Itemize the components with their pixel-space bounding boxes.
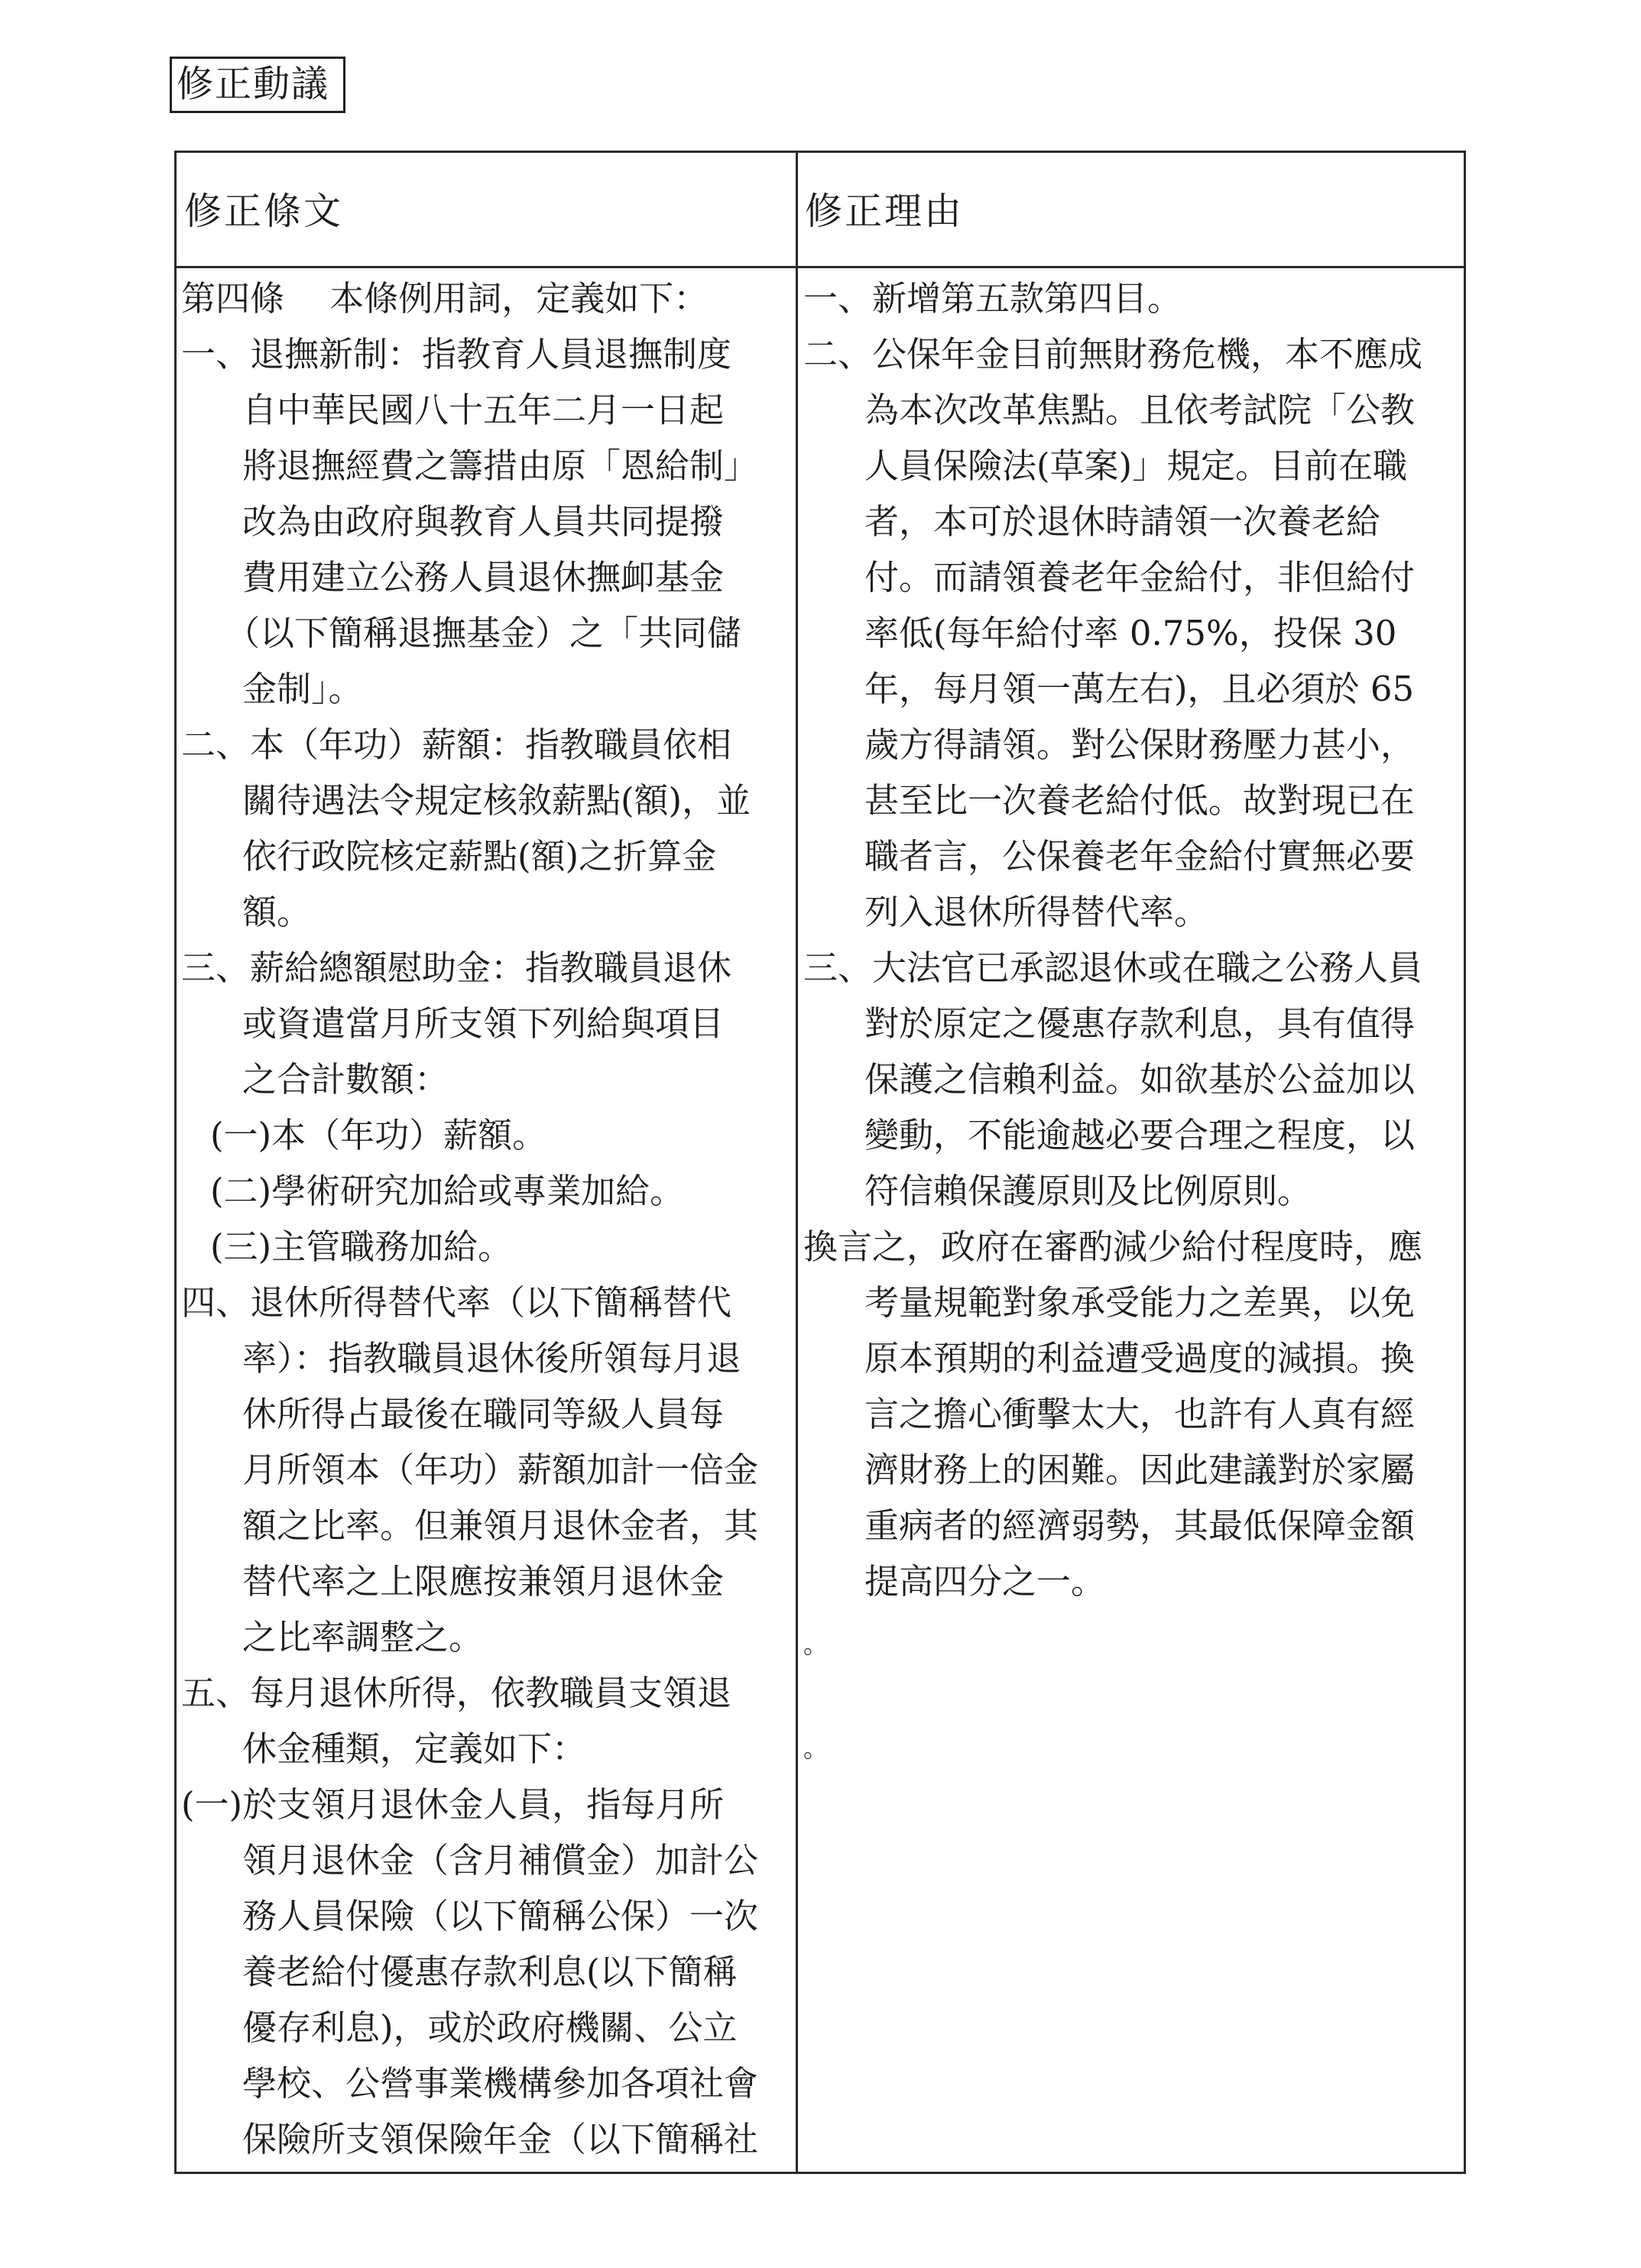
motion-label: 修正動議: [177, 63, 330, 105]
article-line: 領月退休金（含月補償金）加計公: [242, 1840, 759, 1881]
article-line: 一、退撫新制：指教育人員退撫制度: [181, 334, 732, 374]
article-line: 保險所支領保險年金（以下簡稱社: [242, 2119, 759, 2159]
motion-label-box: [170, 57, 345, 113]
article-line: 將退撫經費之籌措由原「恩給制」: [242, 446, 759, 486]
reason-line: 一、新增第五款第四目。: [803, 278, 1182, 319]
header-amendment-reasons: 修正理由: [805, 190, 965, 233]
article-line: 之比率調整之。: [242, 1617, 484, 1657]
amendment-reasons-column: [803, 271, 1461, 1777]
article-line: 金制」。: [242, 669, 363, 709]
reason-line: 率低(每年給付率 0.75%，投保 30: [864, 613, 1397, 653]
reason-line: 者，本可於退休時請領一次養老給: [864, 501, 1381, 542]
reason-line: 對於原定之優惠存款利息，具有值得: [864, 1003, 1416, 1044]
reason-line: 二、公保年金目前無財務危機，本不應成: [803, 334, 1423, 374]
article-line: 四、退休所得替代率（以下簡稱替代: [181, 1282, 732, 1323]
article-line: 或資遣當月所支領下列給與項目: [242, 1003, 725, 1044]
reason-line: 考量規範對象承受能力之差異，以免: [864, 1282, 1416, 1323]
stray-mark: 。: [803, 1630, 829, 1659]
article-line: 費用建立公務人員退休撫卹基金: [242, 557, 725, 598]
header-amended-articles: 修正條文: [184, 190, 344, 233]
article-line: 優存利息)，或於政府機關、公立: [242, 2007, 738, 2048]
article-line: 額。: [242, 892, 312, 932]
article-line: 務人員保險（以下簡稱公保）一次: [242, 1896, 759, 1936]
reason-line: 歲方得請領。對公保財務壓力甚小，: [864, 724, 1416, 765]
article-line: 三、薪給總額慰助金：指教職員退休: [181, 948, 732, 988]
article-line: (一)於支領月退休金人員，指每月所: [181, 1784, 725, 1825]
article-line: 關待遇法令規定核敘薪點(額)，並: [242, 780, 751, 821]
article-line: （以下簡稱退撫基金）之「共同儲: [225, 613, 742, 653]
header-divider: [177, 266, 1464, 268]
article-line: 額之比率。但兼領月退休金者，其: [242, 1505, 759, 1546]
reason-line: 列入退休所得替代率。: [864, 892, 1209, 932]
article-line: 之合計數額：: [242, 1059, 449, 1100]
reason-line: 言之擔心衝擊太大，也許有人真有經: [864, 1394, 1416, 1434]
reason-line: 提高四分之一。: [864, 1561, 1106, 1602]
stray-mark: 。: [803, 1734, 829, 1763]
article-line: 休所得占最後在職同等級人員每: [242, 1394, 725, 1434]
reason-line: 保護之信賴利益。如欲基於公益加以: [864, 1059, 1416, 1100]
article-line: 養老給付優惠存款利息(以下簡稱: [242, 1952, 738, 1992]
reason-line: 職者言，公保養老年金給付實無必要: [864, 836, 1416, 876]
article-line: (一)本（年功）薪額。: [210, 1115, 547, 1155]
article-line: 改為由政府與教育人員共同提撥: [242, 501, 725, 542]
article-line: 依行政院核定薪點(額)之折算金: [242, 836, 717, 876]
reason-line: 為本次改革焦點。且依考試院「公教: [864, 390, 1416, 430]
article-line: (二)學術研究加給或專業加給。: [210, 1171, 685, 1211]
reason-line: 符信賴保護原則及比例原則。: [864, 1171, 1312, 1211]
reason-line: 變動，不能逾越必要合理之程度，以: [864, 1115, 1416, 1155]
article-line: 月所領本（年功）薪額加計一倍金: [242, 1450, 759, 1490]
reason-line: 原本預期的利益遭受過度的減損。換: [864, 1338, 1416, 1379]
article-line: 自中華民國八十五年二月一日起: [242, 390, 725, 430]
article-line: 五、每月退休所得，依教職員支領退: [181, 1673, 732, 1713]
article-line: 替代率之上限應按兼領月退休金: [242, 1561, 725, 1602]
article-line: 休金種類，定義如下：: [242, 1729, 587, 1769]
reason-line: 年，每月領一萬左右)，且必須於 65: [864, 669, 1415, 709]
column-divider: [796, 153, 798, 2172]
reason-line: 換言之，政府在審酌減少給付程度時，應: [803, 1226, 1423, 1267]
amendment-table: [174, 151, 1466, 2174]
reason-line: 人員保險法(草案)」規定。目前在職: [864, 446, 1408, 486]
article-line: 二、本（年功）薪額：指教職員依相: [181, 724, 732, 765]
article-line: 學校、公營事業機構參加各項社會: [242, 2063, 759, 2104]
reason-line: 三、大法官已承認退休或在職之公務人員: [803, 948, 1423, 988]
amended-articles-column: [181, 271, 793, 2167]
article-line: 率）：指教職員退休後所領每月退: [242, 1338, 741, 1379]
reason-line: 重病者的經濟弱勢，其最低保障金額: [864, 1505, 1416, 1546]
reason-line: 甚至比一次養老給付低。故對現已在: [864, 780, 1416, 821]
article-line: (三)主管職務加給。: [210, 1226, 513, 1267]
article-line: 第四條 本條例用詞，定義如下：: [181, 278, 709, 319]
reason-line: 濟財務上的困難。因此建議對於家屬: [864, 1450, 1416, 1490]
reason-line: 付。而請領養老年金給付，非但給付: [864, 557, 1416, 598]
